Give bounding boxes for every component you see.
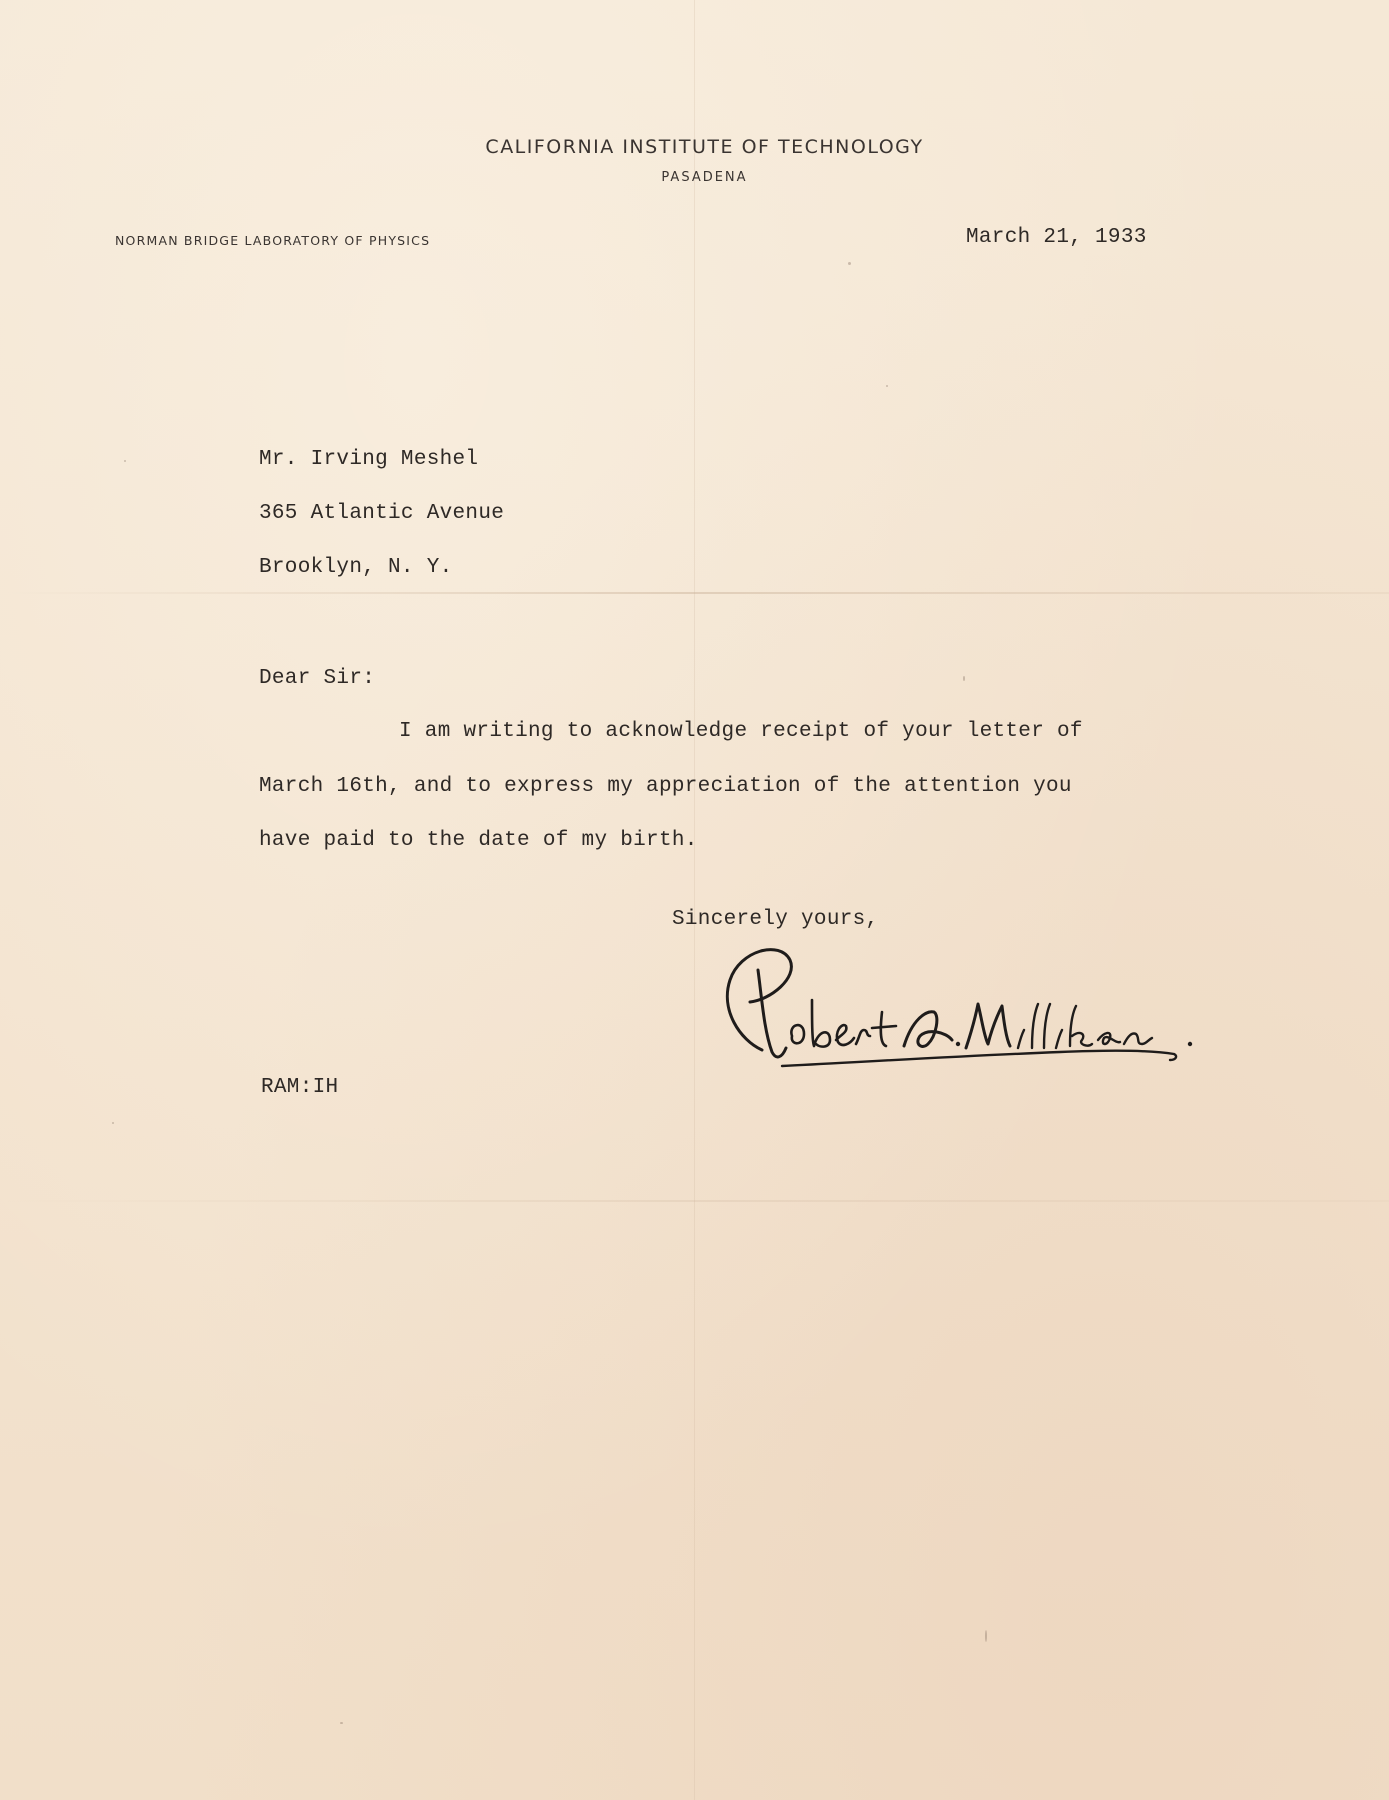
reference-initials: RAM:IH — [261, 1076, 339, 1099]
paper-speck — [340, 1722, 343, 1724]
body-line: I am writing to acknowledge receipt of your letter of — [399, 720, 1083, 743]
paper-speck — [963, 676, 965, 681]
paper-speck — [886, 385, 888, 387]
recipient-name: Mr. Irving Meshel — [259, 448, 479, 471]
recipient-street: 365 Atlantic Avenue — [259, 502, 505, 525]
letter-date: March 21, 1933 — [966, 226, 1147, 249]
body-line: March 16th, and to express my appreciation of the attention you — [259, 775, 1072, 798]
vertical-fold-line — [694, 0, 695, 1800]
paper-speck — [985, 1630, 987, 1642]
closing: Sincerely yours, — [672, 908, 879, 931]
paper-speck — [848, 262, 851, 265]
body-line: have paid to the date of my birth. — [259, 829, 698, 852]
letterhead-city: PASADENA — [661, 170, 748, 185]
letterhead-institution: CALIFORNIA INSTITUTE OF TECHNOLOGY — [485, 136, 924, 158]
salutation: Dear Sir: — [259, 667, 376, 690]
recipient-city: Brooklyn, N. Y. — [259, 556, 453, 579]
handwritten-signature — [700, 940, 1220, 1125]
paper-speck — [124, 460, 126, 462]
letterhead-department: NORMAN BRIDGE LABORATORY OF PHYSICS — [115, 233, 431, 248]
paper-speck — [112, 1122, 114, 1124]
